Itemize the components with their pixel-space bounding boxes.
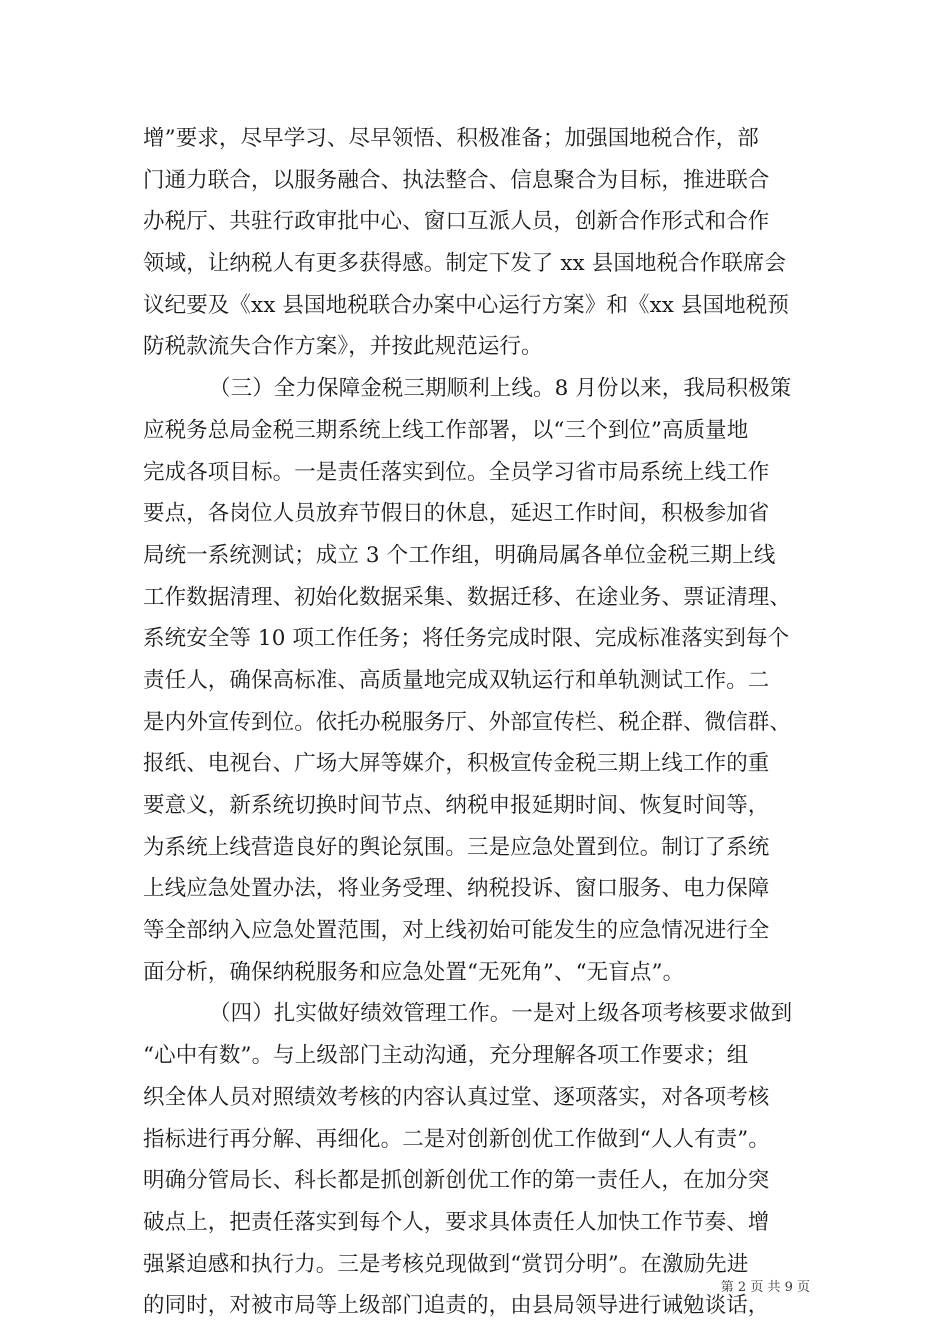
text-line: 防税款流失合作方案》，并按此规范运行。 bbox=[143, 334, 543, 360]
text-line: 领域，让纳税人有更多获得感。制定下发了 xx 县国地税合作联席会 bbox=[143, 251, 787, 277]
paragraph-start-line: （三）全力保障金税三期顺利上线。8 月份以来，我局积极策 bbox=[209, 376, 792, 402]
text-line: 上线应急处置办法，将业务受理、纳税投诉、窗口服务、电力保障 bbox=[143, 876, 770, 902]
text-line: 等全部纳入应急处置范围，对上线初始可能发生的应急情况进行全 bbox=[143, 918, 770, 944]
text-line: 要意义，新系统切换时间节点、纳税申报延期时间、恢复时间等， bbox=[143, 793, 770, 818]
text-line: 系统安全等 10 项工作任务；将任务完成时限、完成标准落实到每个 bbox=[143, 626, 790, 652]
text-line: 为系统上线营造良好的舆论氛围。三是应急处置到位。制订了系统 bbox=[143, 834, 770, 860]
text-line: 要点，各岗位人员放弃节假日的休息，延迟工作时间，积极参加省 bbox=[143, 501, 770, 527]
text-line: 应税务总局金税三期系统上线工作部署，以“三个到位”高质量地 bbox=[143, 417, 749, 443]
text-line: 明确分管局长、科长都是抓创新创优工作的第一责任人，在加分突 bbox=[143, 1168, 770, 1194]
text-line: 指标进行再分解、再细化。二是对创新创优工作做到“人人有责”。 bbox=[143, 1126, 770, 1152]
document-body bbox=[143, 118, 813, 1327]
text-line: 强紧迫感和执行力。三是考核兑现做到“赏罚分明”。在激励先进 bbox=[143, 1251, 749, 1277]
page-number-footer: 第 2 页 共 9 页 bbox=[720, 1280, 810, 1295]
text-line: 局统一系统测试；成立 3 个工作组，明确局属各单位金税三期上线 bbox=[143, 542, 776, 568]
text-line: “心中有数”。与上级部门主动沟通，充分理解各项工作要求；组 bbox=[143, 1043, 749, 1069]
text-line: 是内外宣传到位。依托办税服务厅、外部宣传栏、税企群、微信群、 bbox=[143, 709, 792, 735]
text-line: 工作数据清理、初始化数据采集、数据迁移、在途业务、票证清理、 bbox=[143, 584, 792, 610]
text-line: 面分析，确保纳税服务和应急处置“无死角”、“无盲点”。 bbox=[143, 959, 685, 985]
text-line: 报纸、电视台、广场大屏等媒介，积极宣传金税三期上线工作的重 bbox=[143, 751, 770, 777]
paragraph-start-line: （四）扎实做好绩效管理工作。一是对上级各项考核要求做到 bbox=[209, 1001, 793, 1027]
text-line: 增”要求，尽早学习、尽早领悟、积极准备；加强国地税合作，部 bbox=[143, 126, 759, 151]
text-line: 门通力联合，以服务融合、执法整合、信息聚合为目标，推进联合 bbox=[143, 167, 770, 193]
text-line: 责任人，确保高标准、高质量地完成双轨运行和单轨测试工作。二 bbox=[143, 667, 770, 693]
text-line: 完成各项目标。一是责任落实到位。全员学习省市局系统上线工作 bbox=[143, 459, 770, 485]
text-line: 的同时，对被市局等上级部门追责的，由县局领导进行诫勉谈话， bbox=[143, 1293, 770, 1319]
text-line: 议纪要及《xx 县国地税联合办案中心运行方案》和《xx 县国地税预 bbox=[143, 292, 789, 318]
text-line: 破点上，把责任落实到每个人，要求具体责任人加快工作节奏、增 bbox=[143, 1209, 770, 1235]
text-line: 织全体人员对照绩效考核的内容认真过堂、逐项落实，对各项考核 bbox=[143, 1084, 770, 1110]
text-line: 办税厅、共驻行政审批中心、窗口互派人员，创新合作形式和合作 bbox=[143, 209, 770, 235]
